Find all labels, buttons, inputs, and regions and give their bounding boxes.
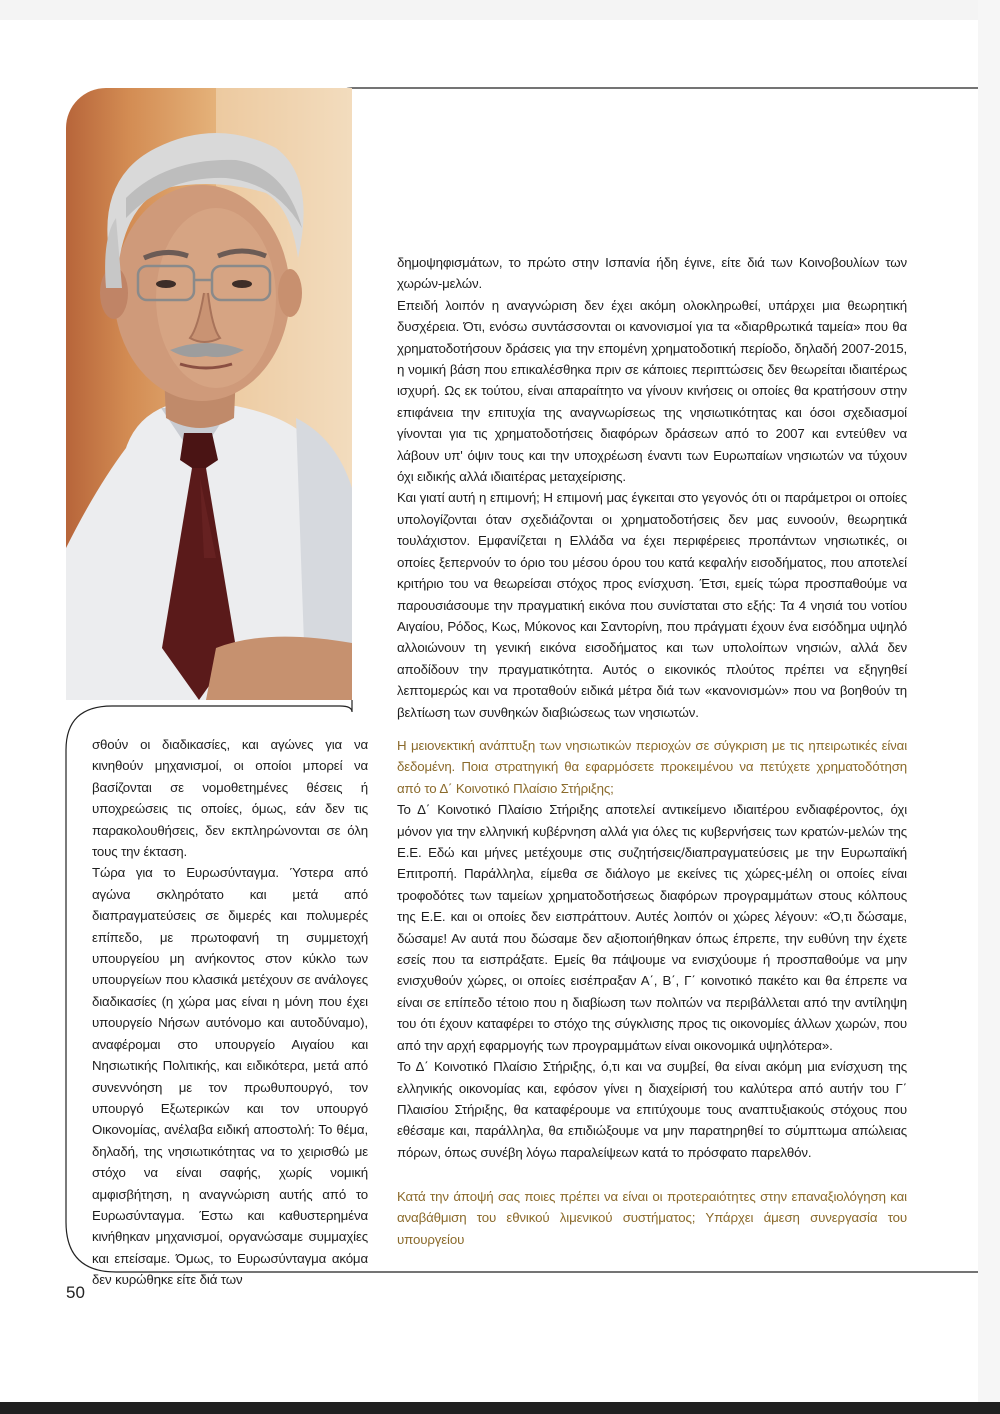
right-column-question-2-section (397, 1186, 907, 1250)
right-paragraph-3: Και γιατί αυτή η επιμονή; Η επιμονή μας έγκειται στο γεγονός ότι οι παράμετροι οι οποίες υπολογίζονται όταν σχεδιάζονται οι χρηματοδοτήσεις δεν μας ευνοούν, θεωρητικά τουλάχιστον. Εμφανίζεται η Ελλάδα να έχει περιφέρειες προπάντων νησιωτικές, οι οποίες ξεπερνούν το όριο του μέσου όρου του κατά κεφαλήν εισοδήματος, που αποτελεί κριτήριο του να θεωρείσαι στόχος προς ενίσχυση. Έτσι, εμείς τώρα προσπαθούμε να παρουσιάσουμε την πραγματική εικόνα που συνίσταται στο εξής: Τα 4 νησιά του νοτίου Αιγαίου, Ρόδος, Κως, Μύκονος και Σαντορίνη, που πράγματι έχουν ένα εισόδημα υψηλό αλλοιώνουν τη γενική εικόνα εισοδήματος και των υπολοίπων νησιών, αλλά δεν αποδίδουν την πραγματικότητα. Αυτός ο εικονικός πλούτος πρέπει να εξηγηθεί λεπτομερώς και να προταθούν ειδικά μέτρα διά των «κανονισμών» που να βοηθούν τη βελτίωση των συνθηκών διαβιώσεως των νησιωτών. (397, 490, 907, 720)
interview-question-1: Η μειονεκτική ανάπτυξη των νησιωτικών περιοχών σε σύγκριση με τις ηπειρωτικές είναι δεδομένη. Ποια στρατηγική θα εφαρμόσετε προκειμένου να πετύχετε χρηματοδότηση από το Δ΄ Κοινοτικό Πλαίσιο Στήριξης; (397, 738, 907, 796)
answer-1-paragraph-1: Το Δ΄ Κοινοτικό Πλαίσιο Στήριξης αποτελεί αντικείμενο ιδιαιτέρου ενδιαφέροντος, όχι μόνον για την ελληνική κυβέρνηση αλλά για όλες τις κυβερνήσεις των κρατών-μελών της Ε.Ε. Εδώ και μήνες μετέχουμε στις συζητήσεις/διαπραγματεύσεις με την Ευρωπαϊκή Επιτροπή. Παράλληλα, είμεθα σε διάλογο με εκείνες τις χώρες-μέλη οι οποίες είναι τροφοδότες των ταμείων χρηματοδοτήσεως διαφόρων προγραμμάτων στους κόλπους της Ε.Ε. και οι οποίες δεν εισπράττουν. Αυτές λοιπόν οι χώρες λέγουν: «Ό,τι δώσαμε, δώσαμε! Αν αυτά που δώσαμε δεν αξιοποιήθηκαν όπως έπρεπε, την ευθύνη την έχετε εσείς που τα εισπράξατε. Εμείς θα πάψουμε να ενισχύουμε ή προσπαθούμε να μην ενισχυθούν χώρες, οι οποίες εισέπραξαν Α΄, Β΄, Γ΄ κοινοτικό πακέτο και θα έπρεπε να είναι σε επίπεδο τέτοιο που η διαβίωση των πολιτών να περιβάλλεται από την αντίληψη του ότι έχουν καταφέρει το στόχο της σύγκλισης προς τις οικονομίες άλλων χωρών, που από την αρχή εφαρμογής των προγραμμάτων είναι οικονομικά υψηλότερα». (397, 802, 907, 1053)
right-column-question-1-section (397, 735, 907, 1163)
answer-1-paragraph-2: Το Δ΄ Κοινοτικό Πλαίσιο Στήριξης, ό,τι και να συμβεί, θα είναι ακόμη μια ενίσχυση της ελληνικής οικονομίας και, εφόσον γίνει η διαχείρισή του καλύτερα από αυτήν του Γ΄ Πλαισίου Στήριξης, θα καταφέρουμε να επιτύχουμε τους αναπτυξιακούς στόχους που εθέσαμε και, παράλληλα, θα επιδιώξουμε να μην παρατηρηθεί το σύμπτωμα απώλειας πόρων, όπως συνέβη λόγω παραλείψεων κατά το πρόσφατο παρελθόν. (397, 1059, 907, 1160)
portrait-illustration (66, 88, 352, 700)
scan-bottom-edge (0, 1402, 1000, 1414)
right-column-top (397, 252, 907, 723)
left-paragraph-2: Τώρα για το Ευρωσύνταγμα. Ύστερα από αγώνα σκληρότατο και μετά από διαπραγματεύσεις σε διμερές και πολυμερές επίπεδο, με πρωτοφανή τη συμμετοχή υπουργείου μη ανήκοντος στον κύκλο των υπουργείων που κλασικά μετέχουν σε ανάλογες διαδικασίες (η χώρα μας είναι η μόνη που έχει υπουργείο Νήσων αυτόνομο και αυτοδύναμο), αναφέρομαι στο υπουργείο Αιγαίου και Νησιωτικής Πολιτικής, και ειδικότερα, μετά από συνεννόηση με τον πρωθυπουργό, τον υπουργό Εξωτερικών και τον υπουργό Οικονομίας, ανέλαβα ειδική αποστολή: Το θέμα, δηλαδή, της νησιωτικότητας να το χειρισθώ με στόχο να είναι σαφής, χωρίς νομική αμφισβήτηση, η αναγνώριση αυτής από το Ευρωσύνταγμα. Έστω και καθυστερημένα κινήθηκαν μηχανισμοί, οργανώσαμε συμμαχίες και επείσαμε. Όμως, το Ευρωσύνταγμα ακόμα δεν κυρώθηκε είτε διά των (92, 865, 368, 1288)
portrait-photo (66, 88, 352, 700)
left-paragraph-1: σθούν οι διαδικασίες, και αγώνες για να κινηθούν μηχανισμοί, οι οποίοι μπορεί να βασίζονται σε νομοθετημένες θέσεις ή υποχρεώσεις τις οποίες, όμως, εάν δεν τις παρακολουθήσεις, δεν εκπληρώνονται σε όλη τους την έκταση. (92, 737, 368, 860)
page-number: 50 (66, 1283, 85, 1302)
left-column (92, 734, 368, 1291)
right-paragraph-1: δημοψηφισμάτων, το πρώτο στην Ισπανία ήδη έγινε, είτε διά των Κοινοβουλίων των χωρών-μελών. (397, 255, 907, 292)
right-paragraph-2: Επειδή λοιπόν η αναγνώριση δεν έχει ακόμη ολοκληρωθεί, υπάρχει μια θεωρητική δυσχέρεια. Ότι, ενόσω συντάσσονται οι κανονισμοί για τα «διαρθρωτικά ταμεία» που θα χρηματοδοτήσουν δράσεις για την επομένη χρηματοδοτική περίοδο, δηλαδή 2007-2015, η νομική βάση που επικαλέσθηκα πριν σε κάποιες περιπτώσεις δεν θεωρείται ιδιαιτέρως ισχυρή. Ως εκ τούτου, είναι απαραίτητο να γίνουν κινήσεις οι οποίες θα κρατήσουν στην επιφάνεια την επιτυχία της αναγνωρίσεως της νησιωτικότητας και όσοι σχεδιασμοί γίνονται για τις χρηματοδοτήσεις διαφόρων δράσεων από το 2007 και εντεύθεν να λάβουν υπ' όψιν τους και την υποχρέωση έναντι των Ευρωπαίων νησιωτών να τύχουν όχι ειδικής αλλά ιδιαιτέρας μεταχείρισης. (397, 297, 907, 485)
interview-question-2: Κατά την άποψή σας ποιες πρέπει να είναι οι προτεραιότητες στην επαναξιολόγηση και αναβάθμιση του εθνικού λιμενικού συστήματος; Υπάρχει άμεση συνεργασία του υπουργείου (397, 1189, 907, 1247)
